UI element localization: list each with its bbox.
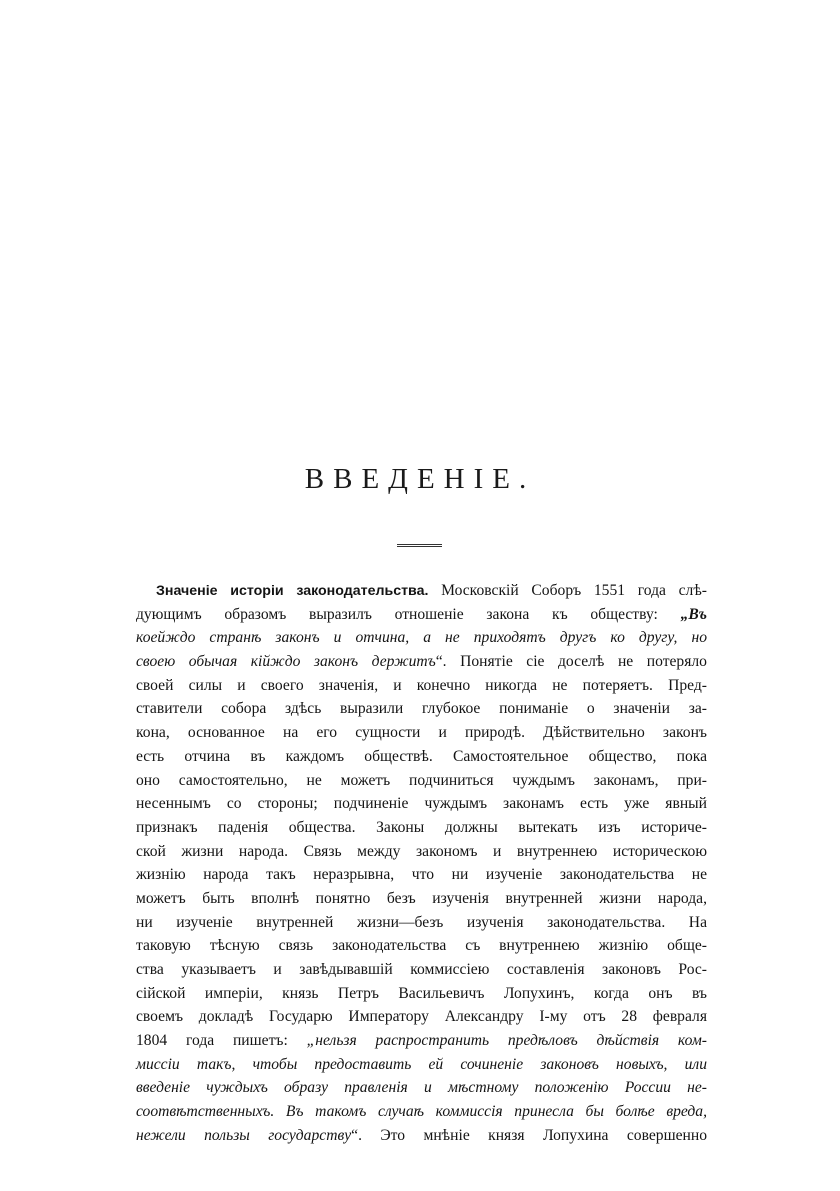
text-run: есть отчина въ каждомъ обществѣ. Самостоятельное общество, пока — [136, 747, 707, 765]
text-line — [136, 792, 707, 816]
chapter-title: ВВЕДЕНІЕ. — [304, 463, 536, 495]
text-run: ской жизни народа. Связь между закономъ и внутреннею историческою — [136, 842, 707, 860]
text-line — [136, 721, 707, 745]
text-line — [136, 650, 707, 674]
text-run: „Въ — [680, 605, 707, 623]
text-run: введеніе чуждыхъ образу правленія и мѣстному положенію России не- — [136, 1079, 707, 1097]
text-run: коейждо странѣ законъ и отчина, а не приходятъ другъ ко другу, но — [136, 629, 707, 647]
body-paragraph — [136, 579, 707, 1148]
text-line — [136, 911, 707, 935]
text-line — [136, 816, 707, 840]
text-line — [136, 1029, 707, 1053]
text-line — [136, 982, 707, 1006]
text-line — [136, 745, 707, 769]
section-run-head: Значеніе исторіи законодательства. — [156, 583, 429, 599]
text-run: Московскій Соборъ 1551 года слѣ- — [428, 582, 707, 599]
text-line — [136, 579, 707, 603]
text-run: сійской имперіи, князь Петръ Васильевичъ Лопухинъ, когда онъ въ — [136, 984, 707, 1002]
text-run: своей силы и своего значенія, и конечно никогда не потеряетъ. Пред- — [136, 676, 707, 694]
text-run: таковую тѣсную связь законодательства съ внутреннею жизнію обще- — [136, 937, 707, 955]
text-run: „нельзя распространить предѣловъ дѣйствія ком- — [306, 1032, 707, 1050]
text-run: ставители собора здѣсь выразили глубокое пониманіе о значеніи за- — [136, 700, 707, 718]
text-line — [136, 1076, 707, 1100]
text-line — [136, 674, 707, 698]
text-line — [136, 958, 707, 982]
text-run: своемъ докладѣ Государю Императору Александру I-му отъ 28 февраля — [136, 1008, 707, 1026]
text-line — [136, 1100, 707, 1124]
text-run: ства указываетъ и завѣдывавшій коммиссіею составленія законовъ Рос- — [136, 961, 707, 978]
text-line — [136, 840, 707, 864]
text-run: признакъ паденія общества. Законы должны вытекать изъ историче- — [136, 818, 707, 836]
text-run: “. Это мнѣніе князя Лопухина совершенно — [351, 1126, 707, 1144]
text-run: дующимъ образомъ выразилъ отношеніе закона къ обществу: — [136, 605, 681, 623]
text-run: “. Понятіе сіе доселѣ не потеряло — [435, 653, 707, 671]
text-run: соотвѣтственныхъ. Въ такомъ случаѣ коммиссія принесла бы болѣе вреда, — [136, 1103, 707, 1121]
text-line — [136, 697, 707, 721]
text-run: своею обычая кійждо законъ держитъ — [136, 653, 436, 671]
text-run: кона, основанное на его сущности и природѣ. Дѣйствительно законъ — [136, 724, 707, 742]
text-run: несеннымъ со стороны; подчиненіе чуждымъ законамъ есть уже явный — [136, 795, 707, 813]
text-line — [136, 887, 707, 911]
text-line — [136, 1053, 707, 1077]
text-run: оно самостоятельно, не можетъ подчиниться чуждымъ законамъ, при- — [136, 771, 707, 789]
text-line — [136, 863, 707, 887]
text-line — [136, 1124, 707, 1148]
title-divider — [397, 544, 442, 547]
text-run: ни изученіе внутренней жизни—безъ изученія законодательства. На — [136, 913, 707, 931]
text-run: можетъ быть вполнѣ понятно безъ изученія внутренней жизни народа, — [136, 889, 707, 907]
text-run: нежели пользы государству — [136, 1126, 352, 1144]
text-line — [136, 934, 707, 958]
text-line — [136, 1005, 707, 1029]
text-line — [136, 603, 707, 627]
text-line — [136, 769, 707, 793]
text-run: миссіи такъ, чтобы предоставить ей сочиненіе законовъ новыхъ, или — [136, 1055, 707, 1073]
text-line — [136, 626, 707, 650]
text-run: жизнію народа такъ неразрывна, что ни изученіе законодательства не — [136, 866, 707, 884]
text-run: 1804 года пишетъ: — [136, 1032, 307, 1050]
